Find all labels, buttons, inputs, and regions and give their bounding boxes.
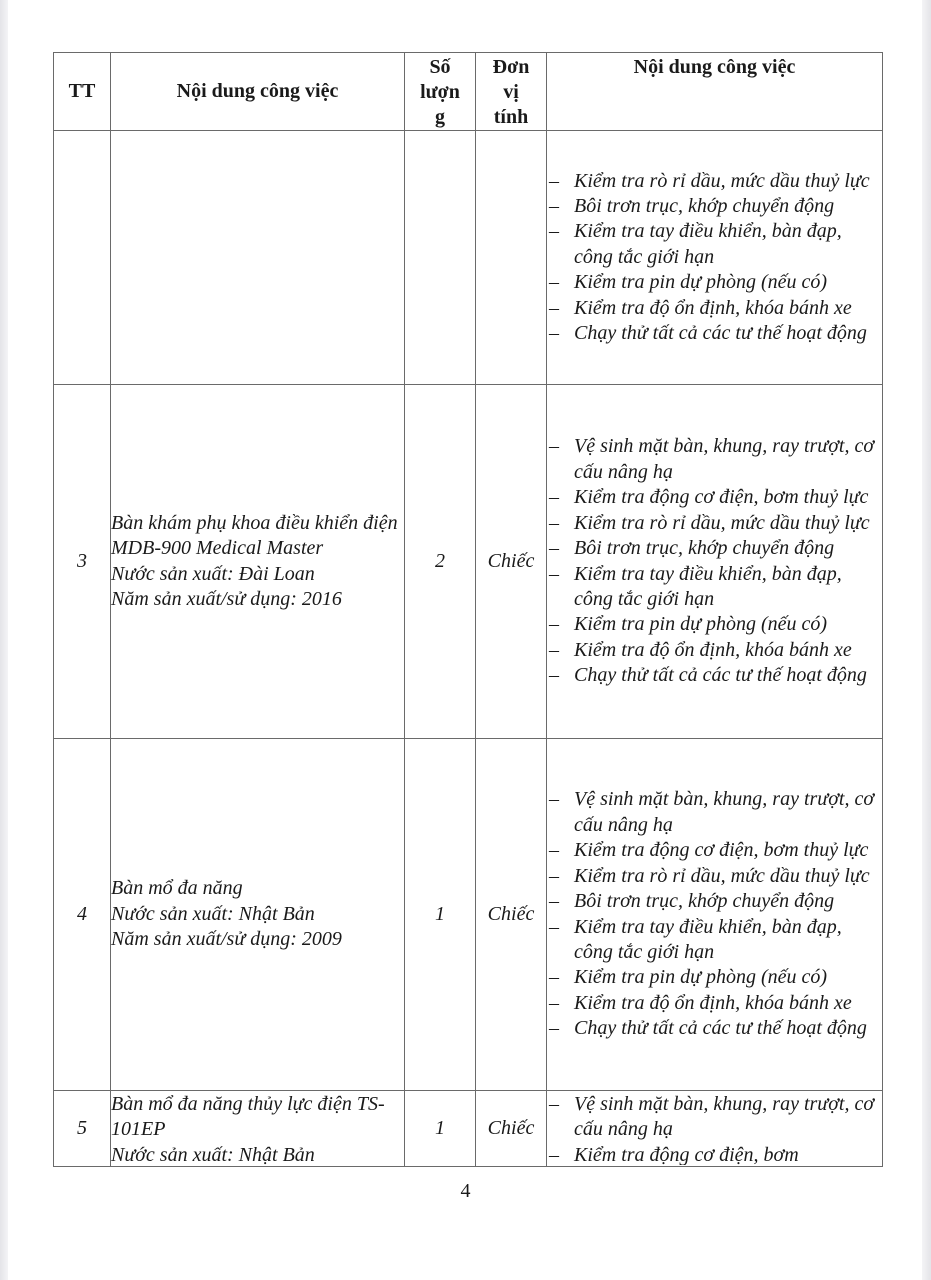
cell-unit: Chiếc: [476, 739, 547, 1091]
cell-quantity: [405, 131, 476, 385]
task-text: Kiểm tra rò rỉ dầu, mức dầu thuỷ lực: [574, 169, 870, 192]
task-list: [547, 434, 882, 688]
dash-bullet-icon: –: [549, 194, 559, 217]
task-text: Kiểm tra tay điều khiển, bàn đạp, công tắc giới hạn: [574, 220, 842, 268]
task-text: Chạy thử tất cả các tư thế hoạt động: [574, 322, 867, 345]
task-text: Kiểm tra rò rỉ dầu, mức dầu thuỷ lực: [574, 511, 870, 534]
page-edge-shadow-left: [0, 0, 8, 1280]
task-text: Kiểm tra động cơ điện, bơm thuỷ lực: [574, 839, 869, 862]
task-text: Bôi trơn trục, khớp chuyển động: [574, 194, 835, 217]
dash-bullet-icon: –: [549, 435, 559, 458]
cell-tasks: [547, 385, 883, 739]
dash-bullet-icon: –: [549, 1093, 559, 1115]
task-item: [547, 270, 882, 295]
header-quantity-line: g: [435, 106, 445, 128]
task-text: Bôi trơn trục, khớp chuyển động: [574, 537, 835, 560]
cell-tt: 5: [54, 1091, 111, 1167]
table-row: [54, 385, 883, 739]
cell-equipment: [111, 385, 405, 739]
page-edge-shadow-right: [922, 0, 931, 1280]
cell-tasks: [547, 739, 883, 1091]
task-item: [547, 219, 882, 270]
dash-bullet-icon: –: [549, 839, 559, 862]
table-row-continued: [54, 131, 883, 385]
task-text: Vệ sinh mặt bàn, khung, ray trượt, cơ cấu nâng hạ: [574, 1093, 874, 1141]
task-text: Kiểm tra độ ổn định, khóa bánh xe: [574, 991, 852, 1014]
dash-bullet-icon: –: [549, 537, 559, 560]
table-row: [54, 1091, 883, 1167]
task-text: Chạy thử tất cả các tư thế hoạt động: [574, 1017, 867, 1040]
header-unit-line: tính: [493, 106, 529, 128]
equipment-name: Bàn mổ đa năng: [111, 877, 243, 900]
task-text: Vệ sinh mặt bàn, khung, ray trượt, cơ cấu nâng hạ: [574, 788, 874, 836]
equipment-name: Bàn mổ đa năng thủy lực điện TS-101EP: [111, 1093, 385, 1141]
task-text: Kiểm tra tay điều khiển, bàn đạp, công tắc giới hạn: [574, 562, 842, 610]
dash-bullet-icon: –: [549, 788, 559, 811]
task-item: [547, 169, 882, 194]
task-item: [547, 296, 882, 321]
equipment-year: Năm sản xuất/sử dụng: 2016: [111, 587, 342, 610]
dash-bullet-icon: –: [549, 1017, 559, 1040]
task-text: Kiểm tra độ ổn định, khóa bánh xe: [574, 296, 852, 319]
task-item: [547, 194, 882, 219]
cell-tasks: [547, 1091, 883, 1167]
task-item: [547, 965, 882, 990]
task-text: Kiểm tra pin dự phòng (nếu có): [574, 613, 828, 636]
cell-tt: 3: [54, 385, 111, 739]
cell-unit: [476, 131, 547, 385]
task-item: [547, 562, 882, 613]
dash-bullet-icon: –: [549, 169, 559, 192]
cell-tasks: [547, 131, 883, 385]
maintenance-table: [53, 52, 883, 1167]
equipment-year: Năm sản xuất/sử dụng: 2009: [111, 928, 342, 951]
task-item: [547, 663, 882, 688]
cell-unit: Chiếc: [476, 385, 547, 739]
task-list: [547, 787, 882, 1041]
task-item: [547, 434, 882, 485]
equipment-origin: Nước sản xuất: Nhật Bản: [111, 902, 315, 925]
task-text: Kiểm tra tay điều khiển, bàn đạp, công tắc giới hạn: [574, 915, 842, 963]
dash-bullet-icon: –: [549, 915, 559, 938]
dash-bullet-icon: –: [549, 864, 559, 887]
header-unit-line: Đơn: [492, 56, 530, 78]
task-text: Vệ sinh mặt bàn, khung, ray trượt, cơ cấu nâng hạ: [574, 435, 874, 483]
table-header-row: [54, 53, 883, 131]
dash-bullet-icon: –: [549, 271, 559, 294]
dash-bullet-icon: –: [549, 322, 559, 345]
task-item: [547, 787, 882, 838]
task-list: [547, 169, 882, 347]
header-content: Nội dung công việc: [111, 53, 405, 131]
task-text: Kiểm tra động cơ điện, bơm: [574, 1143, 799, 1165]
table-row: [54, 739, 883, 1091]
task-list: [547, 1092, 882, 1165]
cell-quantity: 1: [405, 739, 476, 1091]
header-unit-line: vị: [503, 81, 519, 103]
cell-quantity: 2: [405, 385, 476, 739]
task-item: [547, 1143, 882, 1165]
task-item: [547, 1016, 882, 1041]
task-item: [547, 485, 882, 510]
task-text: Kiểm tra độ ổn định, khóa bánh xe: [574, 638, 852, 661]
dash-bullet-icon: –: [549, 1143, 559, 1165]
task-text-clip: [547, 1092, 882, 1165]
dash-bullet-icon: –: [549, 486, 559, 509]
dash-bullet-icon: –: [549, 890, 559, 913]
cell-tt: [54, 131, 111, 385]
dash-bullet-icon: –: [549, 613, 559, 636]
task-item: [547, 321, 882, 346]
task-item: [547, 1092, 882, 1143]
page-number: 4: [460, 1180, 471, 1202]
task-item: [547, 991, 882, 1016]
task-item: [547, 511, 882, 536]
task-text: Kiểm tra rò rỉ dầu, mức dầu thuỷ lực: [574, 864, 870, 887]
task-text: Kiểm tra pin dự phòng (nếu có): [574, 966, 828, 989]
cell-equipment: [111, 739, 405, 1091]
equipment-origin: Nước sản xuất: Đài Loan: [111, 562, 315, 585]
dash-bullet-icon: –: [549, 638, 559, 661]
task-item: [547, 915, 882, 966]
cell-tt: 4: [54, 739, 111, 1091]
header-tt: TT: [54, 53, 111, 131]
dash-bullet-icon: –: [549, 991, 559, 1014]
task-text: Kiểm tra pin dự phòng (nếu có): [574, 271, 828, 294]
equipment-origin: Nước sản xuất: Nhật Bản: [111, 1143, 315, 1165]
dash-bullet-icon: –: [549, 562, 559, 585]
dash-bullet-icon: –: [549, 511, 559, 534]
header-quantity-line: lượn: [420, 81, 460, 103]
task-item: [547, 638, 882, 663]
task-item: [547, 536, 882, 561]
equipment-text-clip: [111, 1092, 404, 1165]
header-unit: [476, 53, 547, 131]
task-text: Kiểm tra động cơ điện, bơm thuỷ lực: [574, 486, 869, 509]
dash-bullet-icon: –: [549, 220, 559, 243]
header-tasks: Nội dung công việc: [547, 53, 883, 131]
task-item: [547, 838, 882, 863]
cell-unit: Chiếc: [476, 1091, 547, 1167]
dash-bullet-icon: –: [549, 296, 559, 319]
task-item: [547, 864, 882, 889]
task-text: Bôi trơn trục, khớp chuyển động: [574, 890, 835, 913]
dash-bullet-icon: –: [549, 966, 559, 989]
cell-equipment: [111, 1091, 405, 1167]
header-quantity: [405, 53, 476, 131]
cell-equipment: [111, 131, 405, 385]
header-quantity-line: Số: [429, 56, 451, 78]
task-text: Chạy thử tất cả các tư thế hoạt động: [574, 664, 867, 687]
dash-bullet-icon: –: [549, 664, 559, 687]
task-item: [547, 889, 882, 914]
cell-quantity: 1: [405, 1091, 476, 1167]
task-item: [547, 612, 882, 637]
equipment-name: Bàn khám phụ khoa điều khiển điện MDB-900 Medical Master: [111, 511, 398, 560]
